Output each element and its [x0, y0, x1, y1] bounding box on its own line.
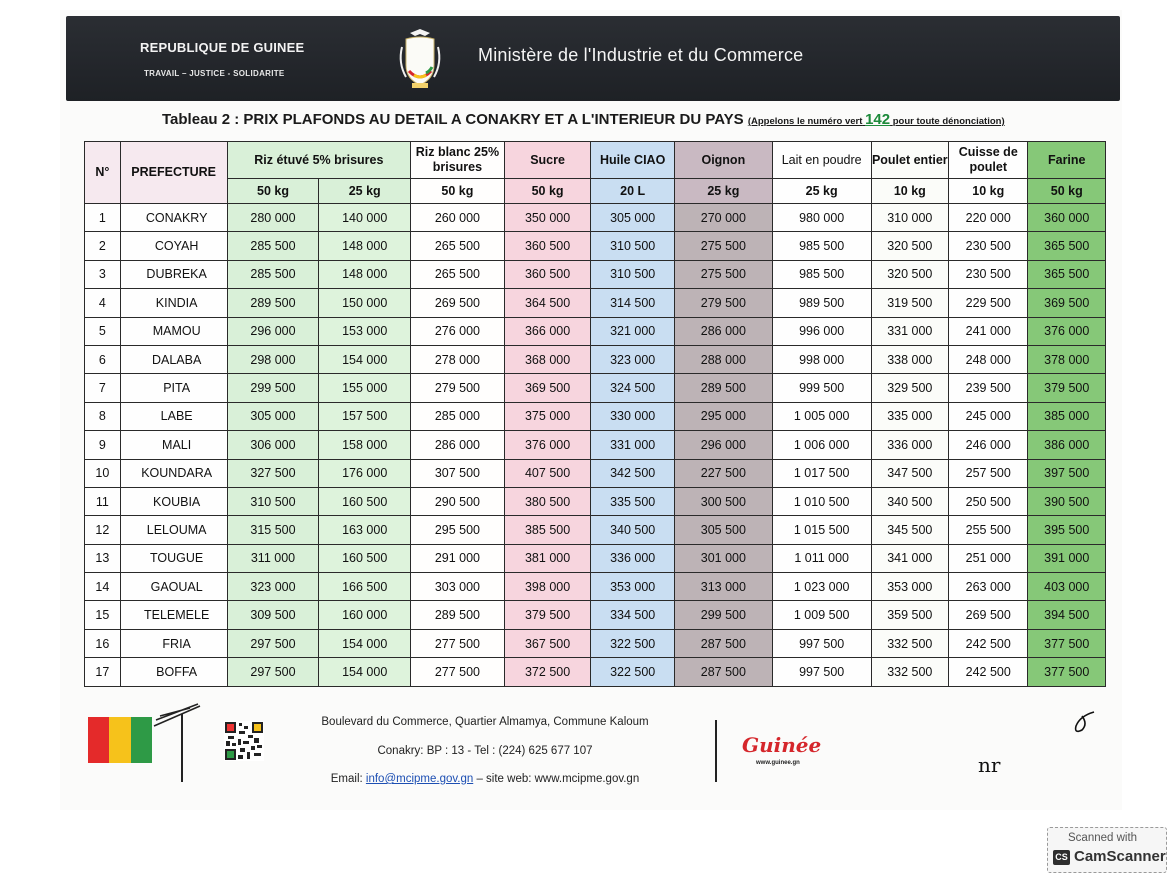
price-riz-etuve-50kg: 296 000	[227, 317, 319, 345]
header-riz-etuve: Riz étuvé 5% brisures	[227, 142, 410, 179]
price-farine-50kg: 391 000	[1028, 544, 1106, 572]
price-riz-etuve-50kg: 298 000	[227, 345, 319, 373]
camscanner-logo-icon: CS	[1053, 850, 1070, 865]
prefecture-name: COYAH	[120, 232, 227, 260]
price-riz-blanc-50kg: 278 000	[411, 345, 505, 373]
price-riz-etuve-25kg: 158 000	[319, 431, 411, 459]
price-sucre-50kg: 372 500	[504, 658, 591, 686]
unit-farine: 50 kg	[1028, 179, 1106, 204]
price-sucre-50kg: 379 500	[504, 601, 591, 629]
price-huile-20l: 353 000	[591, 573, 675, 601]
price-cuisse-10kg: 230 500	[949, 260, 1028, 288]
price-sucre-50kg: 368 000	[504, 345, 591, 373]
table-row	[85, 544, 1106, 572]
price-lait-25kg: 997 500	[772, 629, 871, 657]
guinea-flag-icon	[88, 717, 152, 763]
header-oignon: Oignon	[674, 142, 772, 179]
row-number: 5	[85, 317, 121, 345]
price-lait-25kg: 985 500	[772, 260, 871, 288]
price-poulet-10kg: 353 000	[871, 573, 948, 601]
unit-sucre: 50 kg	[504, 179, 591, 204]
header-riz-blanc: Riz blanc 25% brisures	[411, 142, 505, 179]
prefecture-name: FRIA	[120, 629, 227, 657]
price-riz-etuve-50kg: 297 500	[227, 629, 319, 657]
footer-contact: Conakry: BP : 13 - Tel : (224) 625 677 107	[377, 745, 593, 757]
price-poulet-10kg: 332 500	[871, 658, 948, 686]
unit-oignon: 25 kg	[674, 179, 772, 204]
price-farine-50kg: 378 000	[1028, 345, 1106, 373]
qr-code-icon	[224, 721, 264, 761]
prefecture-name: KINDIA	[120, 289, 227, 317]
prefecture-name: GAOUAL	[120, 573, 227, 601]
table-row	[85, 232, 1106, 260]
price-huile-20l: 342 500	[591, 459, 675, 487]
price-poulet-10kg: 331 000	[871, 317, 948, 345]
price-farine-50kg: 365 500	[1028, 260, 1106, 288]
price-cuisse-10kg: 229 500	[949, 289, 1028, 317]
price-huile-20l: 324 500	[591, 374, 675, 402]
flag-red	[88, 717, 109, 763]
price-cuisse-10kg: 263 000	[949, 573, 1028, 601]
price-poulet-10kg: 335 000	[871, 402, 948, 430]
table-title	[162, 111, 1005, 128]
header-farine: Farine	[1028, 142, 1106, 179]
price-riz-etuve-50kg: 310 500	[227, 487, 319, 515]
price-riz-etuve-50kg: 315 500	[227, 516, 319, 544]
price-lait-25kg: 998 000	[772, 345, 871, 373]
price-lait-25kg: 996 000	[772, 317, 871, 345]
price-farine-50kg: 377 500	[1028, 629, 1106, 657]
price-huile-20l: 321 000	[591, 317, 675, 345]
price-lait-25kg: 1 009 500	[772, 601, 871, 629]
guinee-url: www.guinee.gn	[756, 760, 800, 766]
price-sucre-50kg: 367 500	[504, 629, 591, 657]
price-sucre-50kg: 364 500	[504, 289, 591, 317]
price-oignon-25kg: 299 500	[674, 601, 772, 629]
price-riz-blanc-50kg: 265 500	[411, 232, 505, 260]
header-lait: Lait en poudre	[772, 142, 871, 179]
price-huile-20l: 314 500	[591, 289, 675, 317]
price-poulet-10kg: 336 000	[871, 431, 948, 459]
unit-riz-etuve-50: 50 kg	[227, 179, 319, 204]
price-poulet-10kg: 329 500	[871, 374, 948, 402]
price-oignon-25kg: 295 000	[674, 402, 772, 430]
prefecture-name: TELEMELE	[120, 601, 227, 629]
price-riz-blanc-50kg: 295 500	[411, 516, 505, 544]
price-riz-etuve-50kg: 306 000	[227, 431, 319, 459]
table-row	[85, 431, 1106, 459]
price-riz-etuve-50kg: 289 500	[227, 289, 319, 317]
unit-cuisse: 10 kg	[949, 179, 1028, 204]
price-riz-blanc-50kg: 289 500	[411, 601, 505, 629]
header-prefecture: PREFECTURE	[120, 142, 227, 204]
price-huile-20l: 322 500	[591, 629, 675, 657]
price-riz-etuve-25kg: 153 000	[319, 317, 411, 345]
price-cuisse-10kg: 239 500	[949, 374, 1028, 402]
price-huile-20l: 323 000	[591, 345, 675, 373]
price-farine-50kg: 390 500	[1028, 487, 1106, 515]
price-oignon-25kg: 289 500	[674, 374, 772, 402]
price-farine-50kg: 365 500	[1028, 232, 1106, 260]
coat-of-arms-icon	[392, 27, 448, 91]
price-lait-25kg: 980 000	[772, 204, 871, 232]
price-oignon-25kg: 275 500	[674, 232, 772, 260]
price-farine-50kg: 360 000	[1028, 204, 1106, 232]
prefecture-name: CONAKRY	[120, 204, 227, 232]
price-riz-etuve-50kg: 305 000	[227, 402, 319, 430]
hotline-note: (Appelons le numéro vert 142 pour toute dénonciation)	[747, 111, 1005, 128]
price-oignon-25kg: 275 500	[674, 260, 772, 288]
price-cuisse-10kg: 242 500	[949, 658, 1028, 686]
price-lait-25kg: 989 500	[772, 289, 871, 317]
row-number: 12	[85, 516, 121, 544]
price-riz-etuve-25kg: 163 000	[319, 516, 411, 544]
footer-email-line: Email: info@mcipme.gov.gn – site web: www.mcipme.gov.gn	[330, 773, 640, 785]
ministry-name: Ministère de l'Industrie et du Commerce	[478, 45, 804, 65]
hotline-number: 142	[865, 111, 891, 128]
price-riz-blanc-50kg: 277 500	[411, 658, 505, 686]
price-cuisse-10kg: 241 000	[949, 317, 1028, 345]
table-row	[85, 317, 1106, 345]
table-row	[85, 601, 1106, 629]
price-riz-blanc-50kg: 291 000	[411, 544, 505, 572]
prefecture-name: DALABA	[120, 345, 227, 373]
price-riz-etuve-50kg: 280 000	[227, 204, 319, 232]
price-riz-etuve-25kg: 166 500	[319, 573, 411, 601]
national-motto: TRAVAIL – JUSTICE - SOLIDARITE	[144, 69, 285, 78]
price-huile-20l: 322 500	[591, 658, 675, 686]
price-lait-25kg: 1 010 500	[772, 487, 871, 515]
price-lait-25kg: 1 005 000	[772, 402, 871, 430]
header-no: N°	[85, 142, 121, 204]
price-huile-20l: 334 500	[591, 601, 675, 629]
price-riz-etuve-25kg: 140 000	[319, 204, 411, 232]
price-sucre-50kg: 380 500	[504, 487, 591, 515]
price-table-body	[85, 204, 1106, 687]
price-farine-50kg: 385 000	[1028, 402, 1106, 430]
price-farine-50kg: 395 500	[1028, 516, 1106, 544]
price-riz-etuve-50kg: 311 000	[227, 544, 319, 572]
price-riz-blanc-50kg: 279 500	[411, 374, 505, 402]
price-cuisse-10kg: 245 000	[949, 402, 1028, 430]
row-number: 17	[85, 658, 121, 686]
price-farine-50kg: 379 500	[1028, 374, 1106, 402]
row-number: 11	[85, 487, 121, 515]
title-main: Tableau 2 : PRIX PLAFONDS AU DETAIL A CONAKRY ET A L'INTERIEUR DU PAYS	[162, 111, 744, 128]
price-riz-etuve-50kg: 323 000	[227, 573, 319, 601]
prefecture-name: MALI	[120, 431, 227, 459]
table-row	[85, 516, 1106, 544]
unit-huile: 20 L	[591, 179, 675, 204]
price-huile-20l: 310 500	[591, 232, 675, 260]
row-number: 7	[85, 374, 121, 402]
price-oignon-25kg: 287 500	[674, 629, 772, 657]
price-huile-20l: 310 500	[591, 260, 675, 288]
unit-lait: 25 kg	[772, 179, 871, 204]
prefecture-name: KOUNDARA	[120, 459, 227, 487]
price-riz-etuve-50kg: 299 500	[227, 374, 319, 402]
price-oignon-25kg: 287 500	[674, 658, 772, 686]
table-row	[85, 573, 1106, 601]
price-poulet-10kg: 359 500	[871, 601, 948, 629]
price-lait-25kg: 1 023 000	[772, 573, 871, 601]
price-poulet-10kg: 319 500	[871, 289, 948, 317]
price-riz-blanc-50kg: 286 000	[411, 431, 505, 459]
price-farine-50kg: 369 500	[1028, 289, 1106, 317]
price-cuisse-10kg: 250 500	[949, 487, 1028, 515]
price-farine-50kg: 376 000	[1028, 317, 1106, 345]
row-number: 14	[85, 573, 121, 601]
price-farine-50kg: 386 000	[1028, 431, 1106, 459]
header-huile: Huile CIAO	[591, 142, 675, 179]
handwritten-signature-icon	[1070, 708, 1098, 736]
row-number: 10	[85, 459, 121, 487]
table-row	[85, 204, 1106, 232]
price-oignon-25kg: 288 000	[674, 345, 772, 373]
price-sucre-50kg: 360 500	[504, 260, 591, 288]
price-farine-50kg: 403 000	[1028, 573, 1106, 601]
price-riz-etuve-25kg: 157 500	[319, 402, 411, 430]
price-riz-blanc-50kg: 285 000	[411, 402, 505, 430]
row-number: 1	[85, 204, 121, 232]
price-riz-blanc-50kg: 265 500	[411, 260, 505, 288]
republic-name: REPUBLIQUE DE GUINEE	[140, 40, 305, 55]
prefecture-name: BOFFA	[120, 658, 227, 686]
footer-address: Boulevard du Commerce, Quartier Almamya, Commune Kaloum	[321, 716, 649, 728]
footer-divider	[715, 720, 717, 782]
price-lait-25kg: 1 017 500	[772, 459, 871, 487]
price-poulet-10kg: 347 500	[871, 459, 948, 487]
camscanner-watermark: Scanned with CS CamScanner	[1047, 827, 1167, 873]
price-riz-blanc-50kg: 276 000	[411, 317, 505, 345]
price-table	[84, 141, 1106, 687]
price-sucre-50kg: 360 500	[504, 232, 591, 260]
price-huile-20l: 330 000	[591, 402, 675, 430]
table-row	[85, 345, 1106, 373]
price-sucre-50kg: 381 000	[504, 544, 591, 572]
price-sucre-50kg: 376 000	[504, 431, 591, 459]
price-farine-50kg: 377 500	[1028, 658, 1106, 686]
price-lait-25kg: 1 006 000	[772, 431, 871, 459]
prefecture-name: DUBREKA	[120, 260, 227, 288]
price-poulet-10kg: 338 000	[871, 345, 948, 373]
price-riz-etuve-25kg: 176 000	[319, 459, 411, 487]
prefecture-name: KOUBIA	[120, 487, 227, 515]
price-cuisse-10kg: 269 500	[949, 601, 1028, 629]
price-riz-etuve-50kg: 297 500	[227, 658, 319, 686]
table-row	[85, 629, 1106, 657]
price-riz-etuve-25kg: 150 000	[319, 289, 411, 317]
price-oignon-25kg: 305 500	[674, 516, 772, 544]
row-number: 13	[85, 544, 121, 572]
price-riz-etuve-25kg: 160 000	[319, 601, 411, 629]
price-farine-50kg: 394 500	[1028, 601, 1106, 629]
price-lait-25kg: 999 500	[772, 374, 871, 402]
price-poulet-10kg: 341 000	[871, 544, 948, 572]
price-huile-20l: 305 000	[591, 204, 675, 232]
price-cuisse-10kg: 246 000	[949, 431, 1028, 459]
price-poulet-10kg: 340 500	[871, 487, 948, 515]
table-row	[85, 402, 1106, 430]
price-farine-50kg: 397 500	[1028, 459, 1106, 487]
price-lait-25kg: 997 500	[772, 658, 871, 686]
header-poulet: Poulet entier	[871, 142, 948, 179]
table-row	[85, 487, 1106, 515]
prefecture-name: MAMOU	[120, 317, 227, 345]
handwritten-initials: nr	[978, 753, 1001, 777]
row-number: 16	[85, 629, 121, 657]
email-link[interactable]: info@mcipme.gov.gn	[365, 773, 474, 785]
price-oignon-25kg: 300 500	[674, 487, 772, 515]
unit-riz-blanc: 50 kg	[411, 179, 505, 204]
price-oignon-25kg: 270 000	[674, 204, 772, 232]
row-number: 2	[85, 232, 121, 260]
price-cuisse-10kg: 230 500	[949, 232, 1028, 260]
price-sucre-50kg: 407 500	[504, 459, 591, 487]
price-riz-etuve-25kg: 148 000	[319, 260, 411, 288]
price-cuisse-10kg: 251 000	[949, 544, 1028, 572]
signature-mark-icon	[150, 700, 210, 785]
flag-green	[131, 717, 152, 763]
table-row	[85, 289, 1106, 317]
price-cuisse-10kg: 257 500	[949, 459, 1028, 487]
price-riz-etuve-50kg: 285 500	[227, 232, 319, 260]
price-riz-blanc-50kg: 277 500	[411, 629, 505, 657]
price-cuisse-10kg: 255 500	[949, 516, 1028, 544]
price-sucre-50kg: 366 000	[504, 317, 591, 345]
price-oignon-25kg: 301 000	[674, 544, 772, 572]
price-oignon-25kg: 279 500	[674, 289, 772, 317]
guinee-logo: Guinée	[742, 733, 822, 757]
price-riz-etuve-25kg: 160 500	[319, 487, 411, 515]
prefecture-name: PITA	[120, 374, 227, 402]
price-riz-etuve-50kg: 309 500	[227, 601, 319, 629]
row-number: 15	[85, 601, 121, 629]
price-lait-25kg: 985 500	[772, 232, 871, 260]
row-number: 8	[85, 402, 121, 430]
price-oignon-25kg: 227 500	[674, 459, 772, 487]
price-huile-20l: 336 000	[591, 544, 675, 572]
header-cuisse: Cuisse de poulet	[949, 142, 1028, 179]
table-row	[85, 374, 1106, 402]
price-riz-blanc-50kg: 260 000	[411, 204, 505, 232]
price-oignon-25kg: 286 000	[674, 317, 772, 345]
header-sucre: Sucre	[504, 142, 591, 179]
price-riz-etuve-25kg: 154 000	[319, 629, 411, 657]
price-riz-blanc-50kg: 290 500	[411, 487, 505, 515]
row-number: 6	[85, 345, 121, 373]
price-riz-etuve-25kg: 148 000	[319, 232, 411, 260]
price-poulet-10kg: 320 500	[871, 232, 948, 260]
price-riz-etuve-25kg: 154 000	[319, 658, 411, 686]
price-lait-25kg: 1 015 500	[772, 516, 871, 544]
header-banner	[66, 16, 1120, 101]
price-poulet-10kg: 320 500	[871, 260, 948, 288]
price-cuisse-10kg: 220 000	[949, 204, 1028, 232]
price-lait-25kg: 1 011 000	[772, 544, 871, 572]
row-number: 4	[85, 289, 121, 317]
price-cuisse-10kg: 242 500	[949, 629, 1028, 657]
price-riz-blanc-50kg: 303 000	[411, 573, 505, 601]
price-riz-blanc-50kg: 269 500	[411, 289, 505, 317]
price-oignon-25kg: 313 000	[674, 573, 772, 601]
price-riz-etuve-25kg: 160 500	[319, 544, 411, 572]
price-sucre-50kg: 398 000	[504, 573, 591, 601]
price-riz-etuve-25kg: 155 000	[319, 374, 411, 402]
table-row	[85, 658, 1106, 686]
row-number: 9	[85, 431, 121, 459]
price-sucre-50kg: 375 000	[504, 402, 591, 430]
price-sucre-50kg: 369 500	[504, 374, 591, 402]
flag-yellow	[109, 717, 130, 763]
unit-riz-etuve-25: 25 kg	[319, 179, 411, 204]
price-riz-blanc-50kg: 307 500	[411, 459, 505, 487]
price-huile-20l: 331 000	[591, 431, 675, 459]
row-number: 3	[85, 260, 121, 288]
unit-poulet: 10 kg	[871, 179, 948, 204]
table-row	[85, 459, 1106, 487]
price-riz-etuve-50kg: 327 500	[227, 459, 319, 487]
price-cuisse-10kg: 248 000	[949, 345, 1028, 373]
price-sucre-50kg: 385 500	[504, 516, 591, 544]
price-sucre-50kg: 350 000	[504, 204, 591, 232]
prefecture-name: LELOUMA	[120, 516, 227, 544]
price-huile-20l: 335 500	[591, 487, 675, 515]
price-poulet-10kg: 332 500	[871, 629, 948, 657]
price-huile-20l: 340 500	[591, 516, 675, 544]
prefecture-name: LABE	[120, 402, 227, 430]
price-oignon-25kg: 296 000	[674, 431, 772, 459]
table-row	[85, 260, 1106, 288]
price-poulet-10kg: 310 000	[871, 204, 948, 232]
prefecture-name: TOUGUE	[120, 544, 227, 572]
price-riz-etuve-50kg: 285 500	[227, 260, 319, 288]
price-riz-etuve-25kg: 154 000	[319, 345, 411, 373]
price-poulet-10kg: 345 500	[871, 516, 948, 544]
